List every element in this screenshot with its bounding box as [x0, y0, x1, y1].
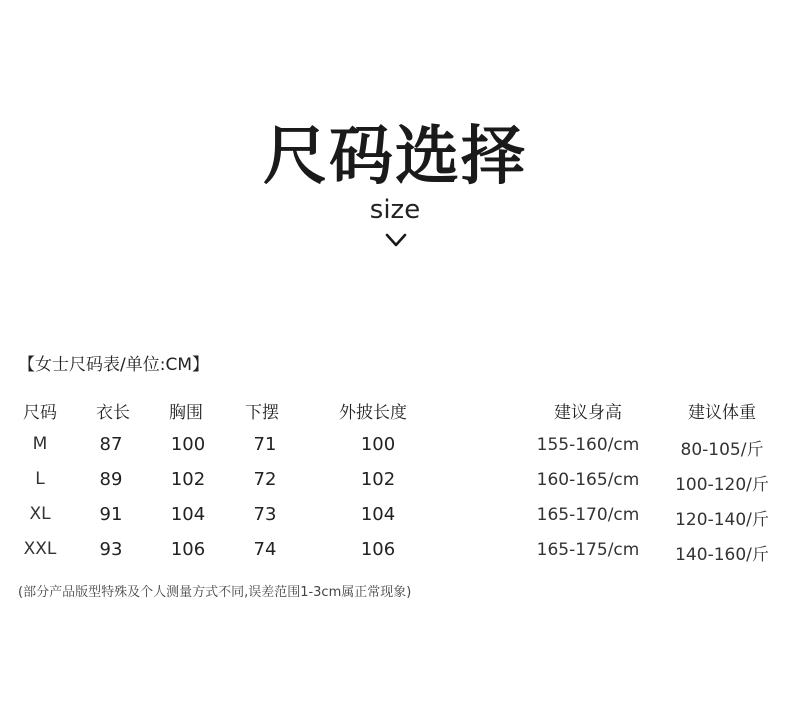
table-cell: 93	[99, 539, 123, 560]
table-cell: 140-160/斤	[675, 545, 769, 565]
table-header-shawl-length: 外披长度	[339, 403, 407, 423]
table-cell: 106	[360, 539, 396, 560]
table-cell: 89	[99, 469, 123, 490]
table-cell: 104	[360, 504, 396, 525]
table-header-height: 建议身高	[554, 403, 622, 423]
table-cell: 100-120/斤	[675, 475, 769, 495]
table-cell: 100	[170, 434, 206, 455]
table-cell: 120-140/斤	[675, 510, 769, 530]
table-cell: 104	[170, 504, 206, 525]
table-header-bust: 胸围	[169, 403, 203, 423]
page-title: 尺码选择	[263, 120, 527, 194]
table-cell: M	[32, 434, 48, 454]
table-cell: 71	[253, 434, 277, 455]
table-cell: 165-170/cm	[536, 505, 640, 525]
table-cell: 155-160/cm	[536, 435, 640, 455]
table-cell: 160-165/cm	[536, 470, 640, 490]
measurement-note: (部分产品版型特殊及个人测量方式不同,误差范围1-3cm属正常现象)	[18, 585, 412, 600]
table-cell: XL	[29, 504, 51, 524]
table-cell: 165-175/cm	[536, 540, 640, 560]
size-chart-caption: 【女士尺码表/单位:CM】	[18, 355, 209, 375]
table-cell: 72	[253, 469, 277, 490]
table-cell: 102	[170, 469, 206, 490]
table-cell: 91	[99, 504, 123, 525]
table-header-size: 尺码	[23, 403, 57, 423]
table-header-weight: 建议体重	[688, 403, 756, 423]
table-cell: 102	[360, 469, 396, 490]
table-header-hem: 下摆	[245, 403, 279, 423]
table-cell: L	[35, 469, 45, 489]
table-cell: XXL	[23, 539, 57, 559]
table-cell: 74	[253, 539, 277, 560]
table-cell: 80-105/斤	[680, 440, 764, 460]
table-header-length: 衣长	[96, 403, 130, 423]
chevron-down-icon	[384, 232, 408, 248]
table-cell: 73	[253, 504, 277, 525]
table-cell: 87	[99, 434, 123, 455]
page-subtitle: size	[369, 195, 421, 225]
table-cell: 100	[360, 434, 396, 455]
table-cell: 106	[170, 539, 206, 560]
